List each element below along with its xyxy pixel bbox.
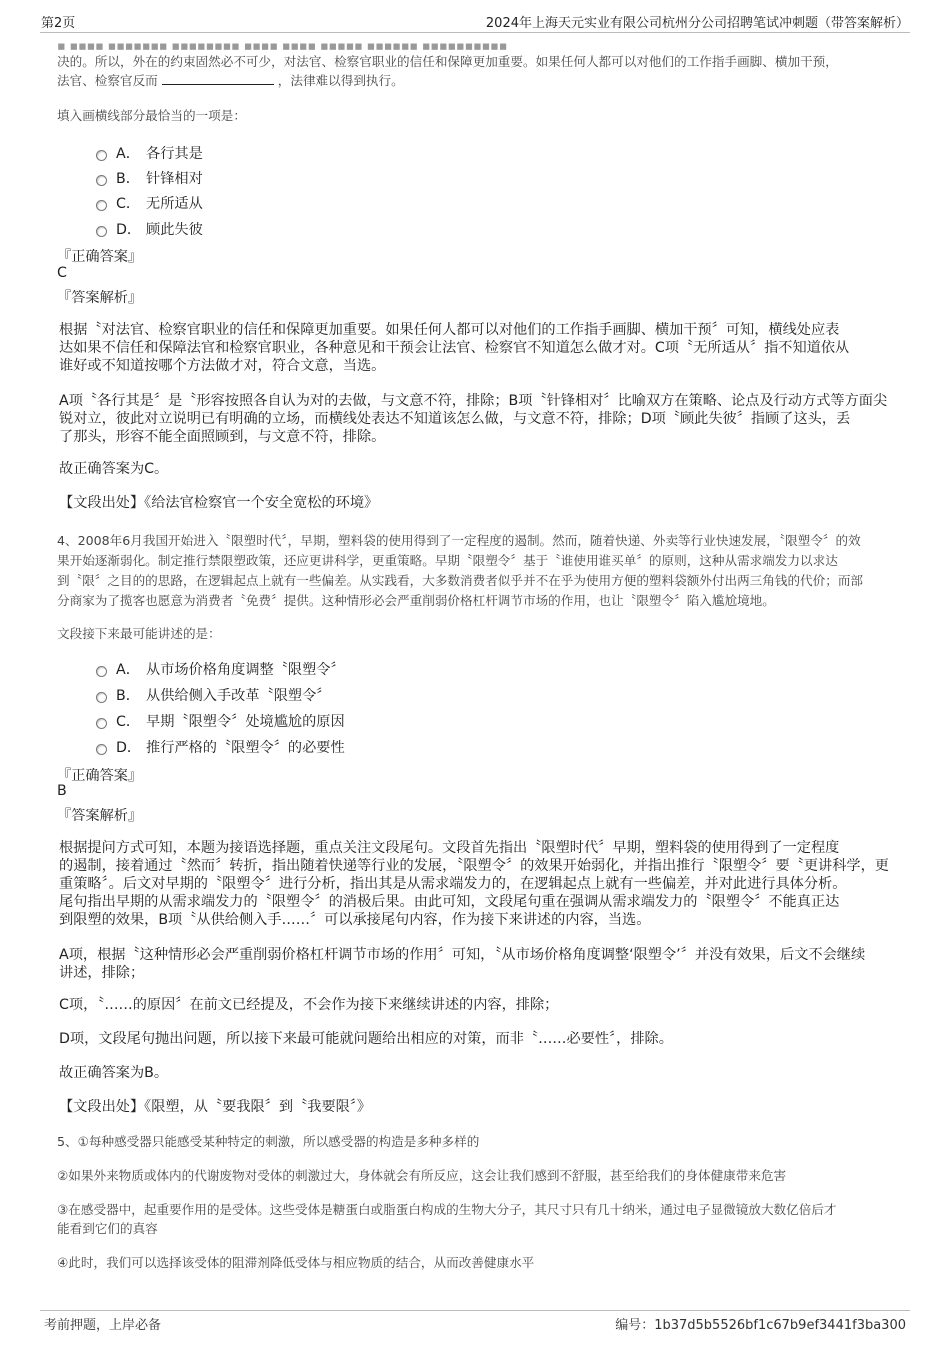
option-key: A．: [116, 662, 140, 678]
analysis-paragraph: [59, 392, 887, 446]
analysis-paragraph: [59, 839, 889, 929]
option-text: 各行其是: [146, 146, 203, 162]
analysis-label: 『答案解析』: [57, 290, 143, 306]
analysis-paragraph: [59, 1030, 673, 1048]
radio-button-icon[interactable]: [96, 200, 107, 211]
question-3-blank-line: [57, 71, 404, 90]
radio-button-icon[interactable]: [96, 718, 107, 729]
option-key: D．: [116, 740, 142, 756]
option-c[interactable]: [96, 193, 203, 213]
text: 法官、检察官反而: [57, 73, 158, 88]
text-line: 根据〝对法官、检察官职业的信任和保障更加重要。如果任何人都可以对他们的工作指手画脚、横加干预〞可知，横线处应表: [59, 322, 840, 338]
option-text: 从供给侧入手改革〝限塑令〞: [146, 688, 331, 704]
option-text: 针锋相对: [146, 171, 203, 187]
option-d[interactable]: [96, 737, 345, 757]
correct-answer-label: 『正确答案』: [57, 249, 143, 265]
option-key: C．: [116, 196, 141, 212]
question-5-statement: [57, 1166, 786, 1185]
option-a[interactable]: [96, 659, 345, 679]
source-citation: 【文段出处】《限塑，从〝要我限〞到〝我要限〞》: [59, 1099, 372, 1115]
text-line: D项，文段尾句抛出问题，所以接下来最可能就问题给出相应的对策，而非〝……必要性〞，排除。: [59, 1031, 673, 1047]
option-text: 从市场价格角度调整〝限塑令〞: [146, 662, 345, 678]
question-5-statement: [57, 1132, 479, 1151]
text-line: 根据提问方式可知，本题为接语选择题，重点关注文段尾句。文段首先指出〝限塑时代〞早期，塑料袋的使用得到了一定程度: [59, 840, 840, 856]
option-d[interactable]: [96, 219, 203, 239]
text: ，法律难以得到执行。: [277, 73, 404, 88]
source-citation: 【文段出处】《给法官检察官一个安全宽松的环境》: [59, 495, 379, 511]
text-line: 重策略〞。后文对早期的〝限塑令〞进行分析，指出其是从需求端发力的，在逻辑起点上就有一些偏差，并对此进行具体分析。: [59, 876, 847, 892]
text-line: 谁好或不知道按哪个方法做才对，符合文意，当选。: [59, 358, 386, 374]
analysis-paragraph: [59, 1064, 168, 1082]
page-number: 第2页: [41, 16, 76, 31]
text-line: A项〝各行其是〞是〝形容按照各自认为对的去做，与文意不符，排除；B项〝针锋相对〞比喻双方在策略、论点及行动方式等方面尖: [59, 393, 888, 409]
option-c[interactable]: [96, 711, 345, 731]
option-b[interactable]: [96, 168, 203, 188]
document-title: 2024年上海天元实业有限公司杭州分公司招聘笔试冲刺题（带答案解析）: [485, 16, 909, 31]
analysis-paragraph: [59, 946, 865, 982]
text-line: 到限塑的效果，B项〝从供给侧入手……〞可以承接尾句内容，作为接下来讲述的内容，当选。: [59, 912, 651, 928]
option-a[interactable]: [96, 143, 203, 163]
text-line: 果开始逐渐弱化。制定推行禁限塑政策，还应更讲科学，更重策略。早期〝限塑令〞基于〝谁使用谁买单〞的原则，这种从需求端发力以求达: [57, 553, 838, 568]
question-3-text: [57, 52, 838, 71]
text-line: 故正确答案为B。: [59, 1065, 169, 1081]
text-line: 能看到它们的真容: [57, 1221, 158, 1236]
option-text: 顾此失彼: [146, 222, 203, 238]
analysis-paragraph: [59, 996, 558, 1014]
option-key: B．: [116, 688, 140, 704]
text-line: 讲述，排除；: [59, 965, 145, 981]
footer-slogan: 考前押题，上岸必备: [44, 1318, 162, 1333]
correct-answer-label: 『正确答案』: [57, 768, 143, 784]
text-line: 分商家为了揽客也愿意为消费者〝免费〞提供。这种情形必会严重削弱价格杠杆调节市场的作用，也让〝限塑令〞陷入尴尬境地。: [57, 593, 775, 608]
correct-answer: B: [57, 783, 67, 799]
question-4-text: [57, 531, 863, 611]
radio-button-icon[interactable]: [96, 150, 107, 161]
radio-button-icon[interactable]: [96, 226, 107, 237]
header-divider: [40, 32, 910, 33]
text-line: ④此时，我们可以选择该受体的阻滞剂降低受体与相应物质的结合，从而改善健康水平: [57, 1255, 535, 1270]
text-line: 决的。所以，外在的约束固然必不可少，对法官、检察官职业的信任和保障更加重要。如果任何人都可以对他们的工作指手画脚、横加干预，: [57, 54, 838, 69]
answer-blank: [162, 72, 274, 85]
question-4-prompt: 文段接下来最可能讲述的是：: [57, 626, 221, 641]
text-line: 达如果不信任和保障法官和检察官职业，各种意见和干预会让法官、检察官不知道怎么做才对。C项〝无所适从〞指不知道依从: [59, 340, 850, 356]
question-5-statement: [57, 1200, 837, 1238]
document-id: 编号：1b37d5b5526bf1c67b9ef3441f3ba300: [615, 1318, 906, 1333]
text-line: 了那头，形容不能全面照顾到，与文意不符，排除。: [59, 429, 386, 445]
option-text: 早期〝限塑令〞处境尴尬的原因: [146, 714, 345, 730]
text-line: 尾句指出早期的从需求端发力的〝限塑令〞的消极后果。由此可知，文段尾句重在强调从需求端发力的〝限塑令〞不能真正达: [59, 894, 840, 910]
radio-button-icon[interactable]: [96, 666, 107, 677]
question-3-prompt: 填入画横线部分最恰当的一项是：: [57, 108, 246, 123]
radio-button-icon[interactable]: [96, 744, 107, 755]
option-key: B．: [116, 171, 140, 187]
text-line: ②如果外来物质或体内的代谢废物对受体的刺激过大，身体就会有所反应，这会让我们感到不舒服，甚至给我们的身体健康带来危害: [57, 1168, 787, 1183]
text-line: C项，〝……的原因〞在前文已经提及，不会作为接下来继续讲述的内容，排除；: [59, 997, 559, 1013]
footer-divider: [40, 1310, 910, 1311]
option-key: A．: [116, 146, 140, 162]
text-line: 4、2008年6月我国开始进入〝限塑时代〞，早期，塑料袋的使用得到了一定程度的遏制。然而，随着快递、外卖等行业快速发展，〝限塑令〞的效: [57, 533, 861, 548]
text-line: ③在感受器中，起重要作用的是受体。这些受体是糖蛋白或脂蛋白构成的生物大分子，其尺寸只有几十纳米，通过电子显微镜放大数亿倍后才: [57, 1202, 837, 1217]
radio-button-icon[interactable]: [96, 175, 107, 186]
correct-answer: C: [57, 265, 67, 281]
text-line: 5、①每种感受器只能感受某种特定的刺激，所以感受器的构造是多种多样的: [57, 1134, 480, 1149]
radio-button-icon[interactable]: [96, 692, 107, 703]
option-text: 无所适从: [146, 196, 203, 212]
option-text: 推行严格的〝限塑令〞的必要性: [146, 740, 345, 756]
text-line: 故正确答案为C。: [59, 461, 169, 477]
clipped-line: ▪ ▪▪▪▪ ▪▪▪▪▪▪▪ ▪▪▪▪▪▪▪▪ ▪▪▪▪ ▪▪▪▪ ▪▪▪▪▪ ▪▪▪▪▪▪ ▪▪▪▪▪▪▪▪▪▪: [57, 38, 508, 53]
option-key: C．: [116, 714, 141, 730]
text-line: 锐对立，彼此对立说明已有明确的立场，而横线处表达不知道该怎么做，与文意不符，排除；D项〝顾此失彼〞指顾了这头，丢: [59, 411, 851, 427]
option-key: D．: [116, 222, 142, 238]
analysis-label: 『答案解析』: [57, 808, 143, 824]
option-b[interactable]: [96, 685, 330, 705]
text-line: 到〝限〞之目的的思路，在逻辑起点上就有一些偏差。从实践看，大多数消费者似乎并不在乎为使用方便的塑料袋额外付出两三角钱的代价；而部: [57, 573, 863, 588]
text-line: A项，根据〝这种情形必会严重削弱价格杠杆调节市场的作用〞可知，〝从市场价格角度调整‘限塑令’〞并没有效果，后文不会继续: [59, 947, 866, 963]
analysis-paragraph: [59, 321, 849, 375]
analysis-paragraph: [59, 460, 168, 478]
text-line: 的遏制，接着通过〝然而〞转折，指出随着快递等行业的发展，〝限塑令〞的效果开始弱化，并指出推行〝限塑令〞要〝更讲科学，更: [59, 858, 889, 874]
question-5-statement: [57, 1253, 534, 1272]
